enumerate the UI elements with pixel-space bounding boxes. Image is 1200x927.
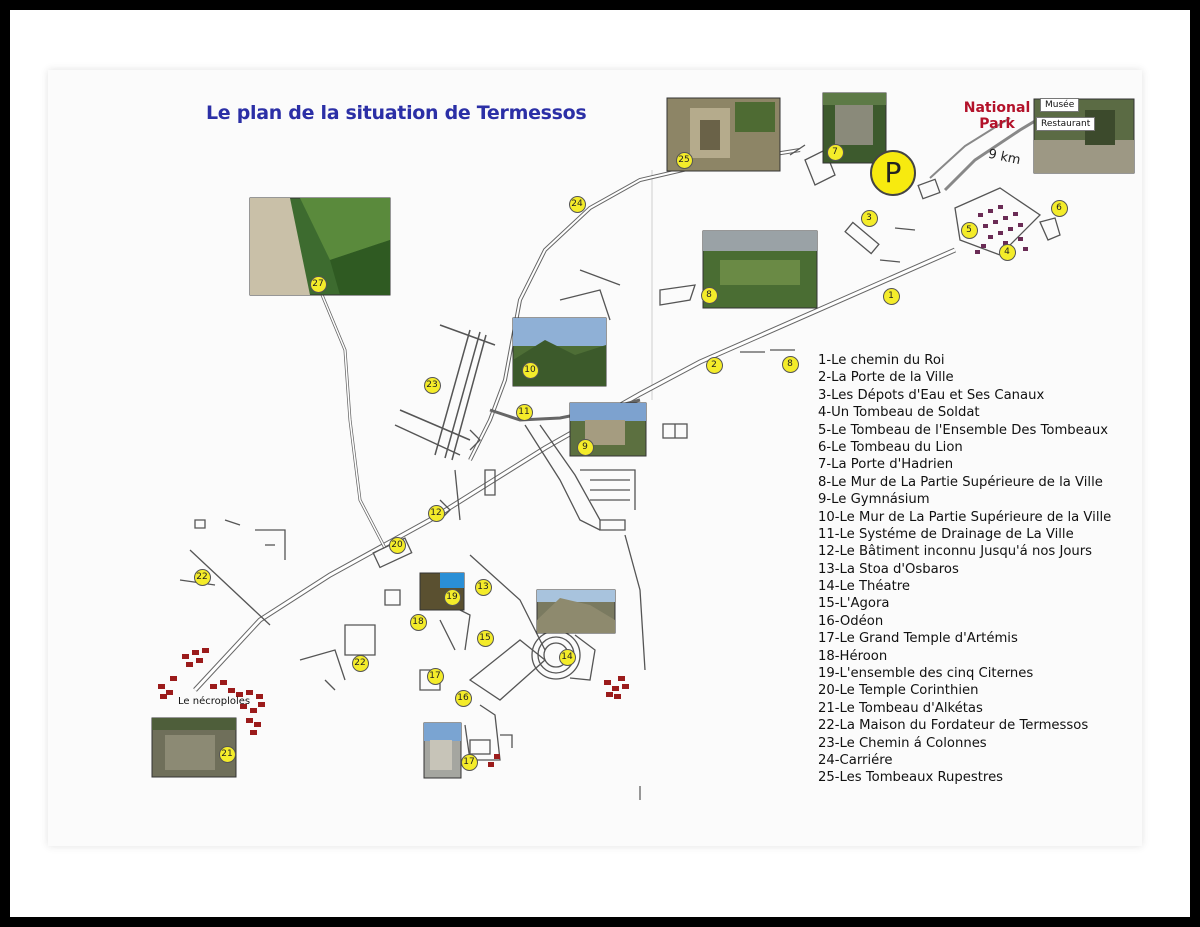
- marker-20: 20: [389, 537, 406, 554]
- legend-item: 1-Le chemin du Roi: [818, 353, 945, 368]
- legend-item: 18-Héroon: [818, 648, 888, 664]
- marker-7: 7: [827, 144, 844, 161]
- marker-5: 5: [961, 222, 978, 239]
- marker-3: 3: [861, 210, 878, 227]
- legend-item: 15-L'Agora: [818, 596, 890, 612]
- marker-17-site: 17: [427, 668, 444, 685]
- legend-item: 19-L'ensemble des cinq Citernes: [818, 666, 1034, 682]
- legend-item: 25-Les Tombeaux Rupestres: [818, 770, 1004, 786]
- marker-16: 16: [455, 690, 472, 707]
- central-ruins: [300, 270, 695, 760]
- legend-item: 13-La Stoa d'Osbaros: [818, 561, 959, 577]
- photo-17: [424, 723, 461, 778]
- marker-15: 15: [477, 630, 494, 647]
- legend-item: 3-Les Dépots d'Eau et Ses Canaux: [818, 387, 1045, 403]
- marker-22: 22: [194, 569, 211, 586]
- legend-item: 24-Carriére: [818, 752, 893, 768]
- parking-icon: P: [870, 150, 916, 196]
- legend-item: 12-Le Bâtiment inconnu Jusqu'á nos Jours: [818, 544, 1093, 560]
- legend-item: 7-La Porte d'Hadrien: [818, 457, 954, 473]
- legend-item: 23-Le Chemin á Colonnes: [818, 735, 987, 751]
- legend-item: 21-Le Tombeau d'Alkétas: [818, 700, 983, 716]
- path-27-inner: [320, 290, 385, 548]
- marker-19: 19: [444, 589, 461, 606]
- legend-item: 14-Le Théatre: [818, 579, 910, 595]
- marker-8: 8: [782, 356, 799, 373]
- marker-22-house: 22: [352, 655, 369, 672]
- legend-item: 2-La Porte de la Ville: [818, 370, 954, 386]
- necropolis-label: Le nécroploles: [178, 696, 251, 707]
- photo-8: [703, 231, 817, 308]
- restaurant-label: Restaurant: [1036, 117, 1095, 131]
- legend-item: 22-La Maison du Fordateur de Termessos: [818, 718, 1089, 734]
- path-27: [320, 290, 385, 548]
- legend-item: 17-Le Grand Temple d'Artémis: [818, 631, 1018, 647]
- legend-item: 5-Le Tombeau de l'Ensemble Des Tombeaux: [818, 422, 1109, 438]
- marker-1: 1: [883, 288, 900, 305]
- marker-14: 14: [559, 649, 576, 666]
- legend-item: 8-Le Mur de La Partie Supérieure de la Ville: [818, 474, 1103, 490]
- marker-21: 21: [219, 746, 236, 763]
- marker-18: 18: [410, 614, 427, 631]
- marker-13: 13: [475, 579, 492, 596]
- legend-item: 11-Le Systéme de Drainage de La Ville: [818, 526, 1074, 542]
- marker-10: 10: [522, 362, 539, 379]
- marker-2: 2: [706, 357, 723, 374]
- marker-25: 25: [676, 152, 693, 169]
- marker-8-photo: 8: [701, 287, 718, 304]
- legend-list: [818, 352, 1111, 787]
- marker-23: 23: [424, 377, 441, 394]
- musee-label: Musée: [1040, 98, 1079, 112]
- legend-item: 16-Odéon: [818, 613, 884, 629]
- legend-item: 4-Un Tombeau de Soldat: [818, 405, 980, 421]
- marker-24: 24: [569, 196, 586, 213]
- distance-label: 9 km: [986, 146, 1022, 169]
- marker-12: 12: [428, 505, 445, 522]
- legend-item: 20-Le Temple Corinthien: [818, 683, 979, 699]
- marker-17: 17: [461, 754, 478, 771]
- map-title: Le plan de la situation de Termessos: [206, 102, 587, 124]
- marker-6: 6: [1051, 200, 1068, 217]
- marker-11: 11: [516, 404, 533, 421]
- legend-item: 10-Le Mur de La Partie Supérieure de la Ville: [818, 509, 1112, 525]
- photo-14: [537, 590, 615, 633]
- legend-item: 9-Le Gymnásium: [818, 492, 930, 508]
- national-park-label: National Park: [963, 100, 1031, 132]
- marker-9: 9: [577, 439, 594, 456]
- legend-item: 6-Le Tombeau du Lion: [818, 439, 963, 455]
- marker-27: 27: [310, 276, 327, 293]
- marker-4: 4: [999, 244, 1016, 261]
